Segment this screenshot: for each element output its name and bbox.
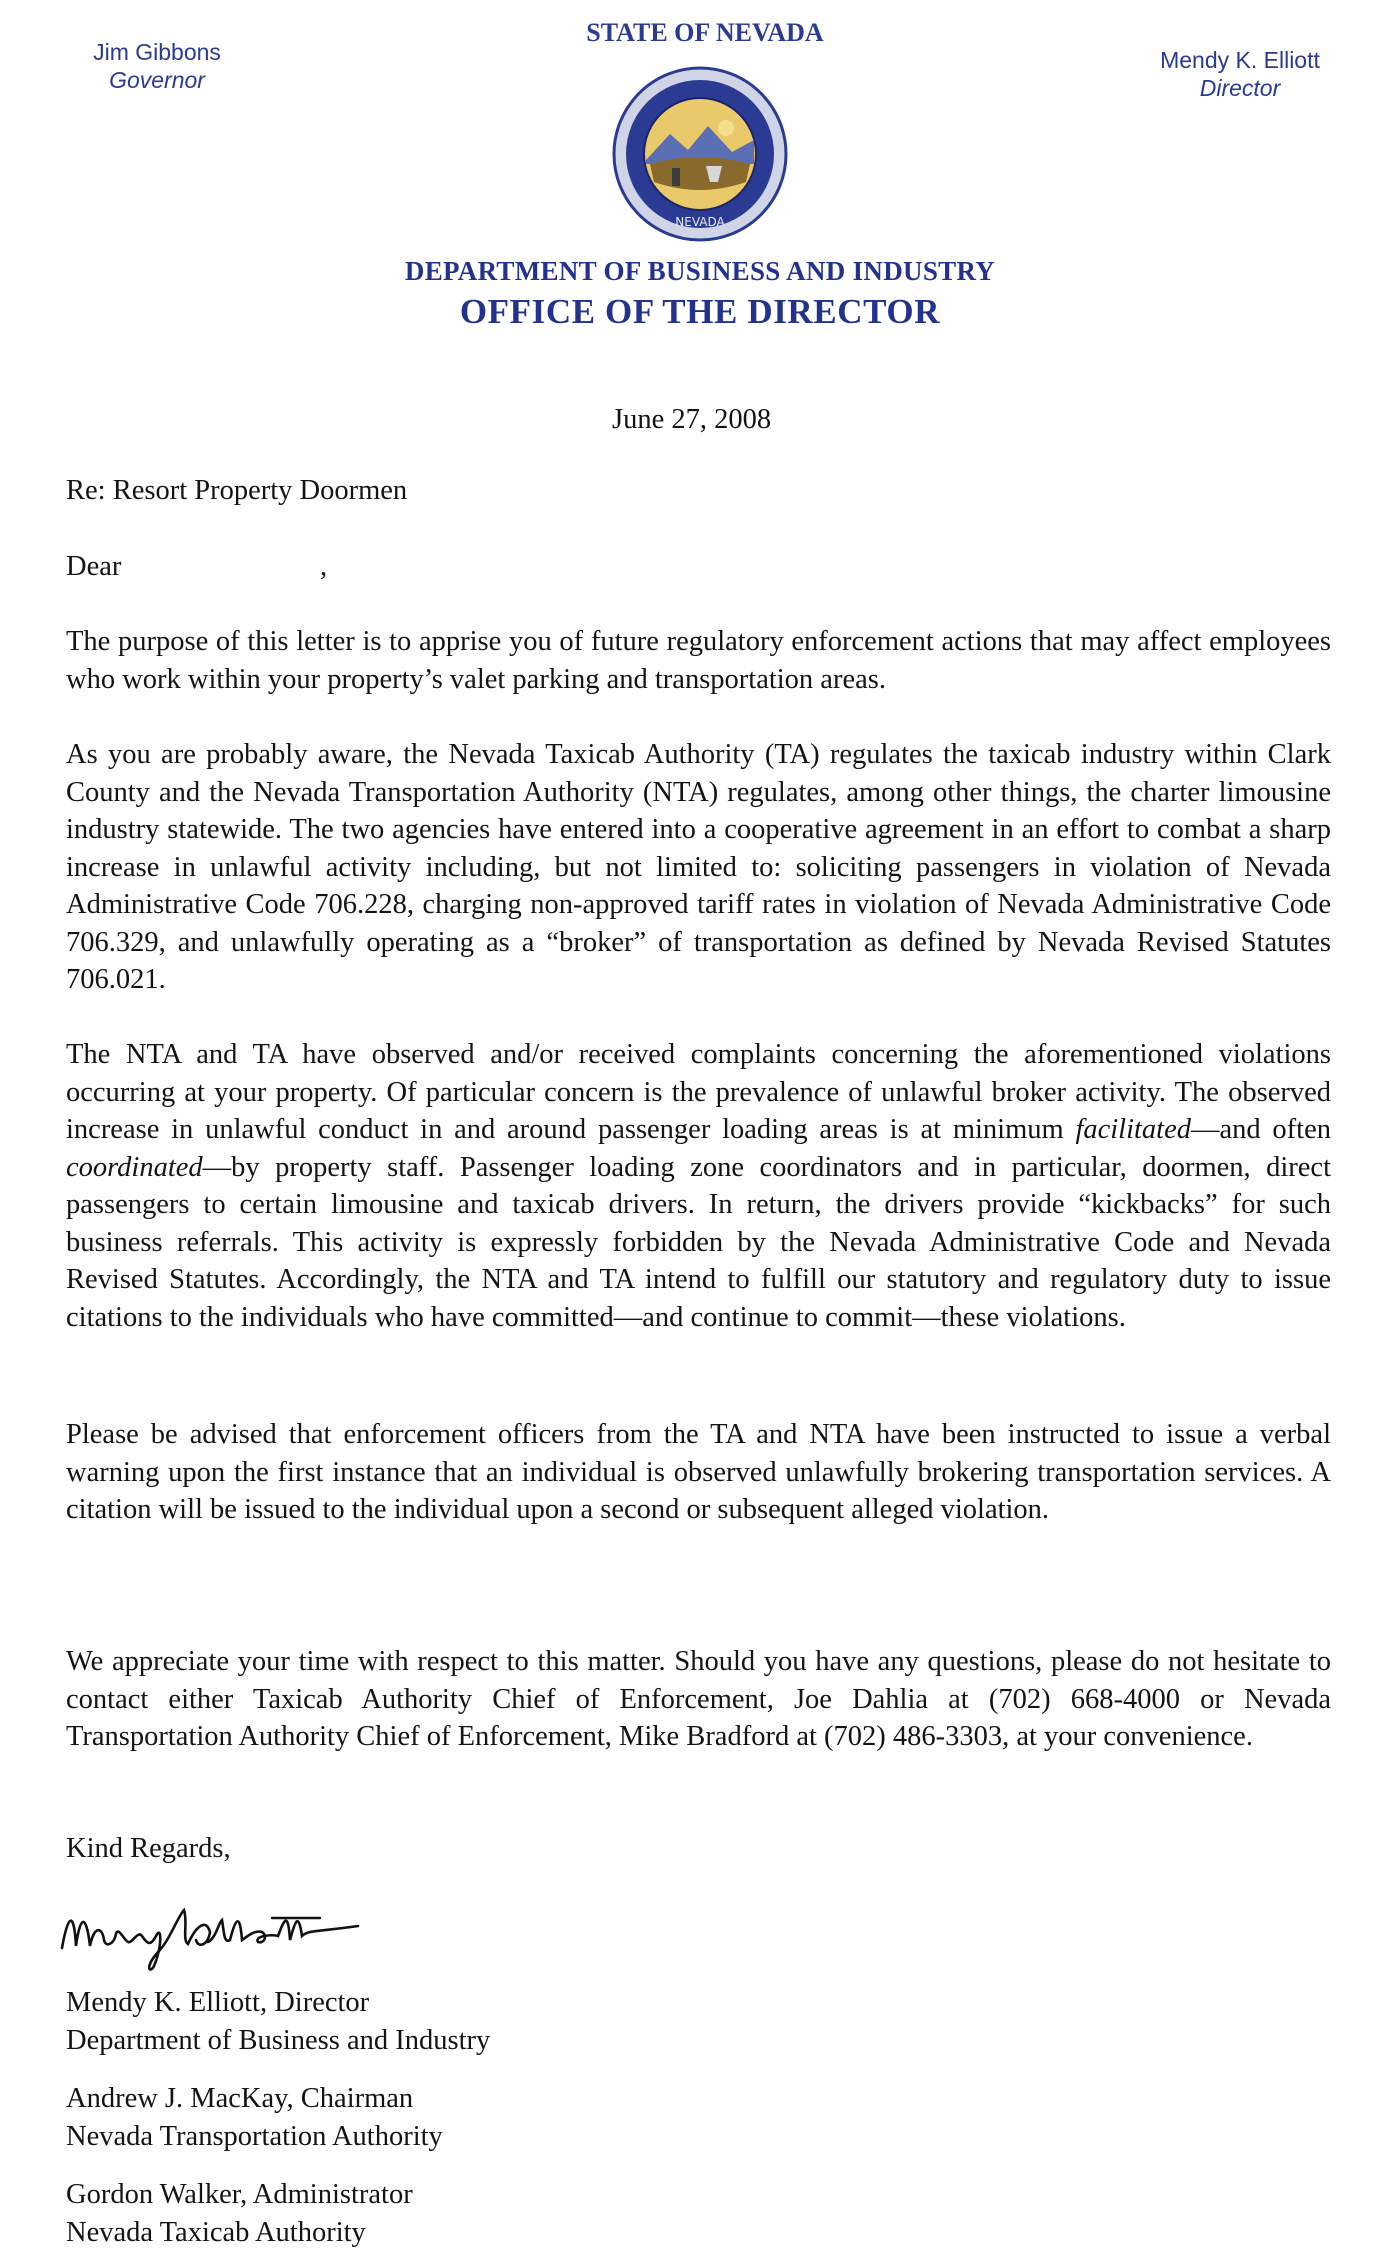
office-heading: OFFICE OF THE DIRECTOR [459, 292, 941, 331]
paragraph-background: As you are probably aware, the Nevada Taxicab Authority (TA) regulates the taxicab industry within Clark County and the Nevada Transportation Authority (NTA) regulates, among other things, the charter limousine industry statewide. The two agencies have entered into a cooperative agreement in an effort to combat a sharp increase in unlawful activity including, but not limited to: soliciting passengers in violation of Nevada Administrative Code 706.228, charging non-approved tariff rates in violation of Nevada Administrative Code 706.329, and unlawfully operating as a “broker” of transportation as defined by Nevada Revised Statutes 706.021. [66, 739, 1331, 995]
signatory-1 [66, 1984, 1331, 2059]
salutation-comma: , [320, 551, 328, 582]
signatory-3-org: Nevada Taxicab Authority [66, 2216, 366, 2248]
governor-name: Jim Gibbons [93, 39, 221, 65]
signatory-3-name: Gordon Walker, Administrator [66, 2179, 413, 2210]
governor-title: Governor [109, 67, 205, 93]
closing: Kind Regards, [66, 1833, 231, 1864]
director-title: Director [1199, 75, 1281, 101]
state-seal [610, 64, 790, 244]
paragraph-observations [66, 1036, 1331, 1336]
salutation-text: Dear [66, 551, 122, 582]
paragraph-enforcement: Please be advised that enforcement officers from the TA and NTA have been instructed to issue a verbal warning upon the first instance that an individual is observed unlawfully brokering transportation services. A citation will be issued to the individual upon a second or subsequent alleged violation. [66, 1419, 1331, 1525]
emphasis-coordinated: coordinated [66, 1151, 203, 1183]
observations-text-c: —by property staff. Passenger loading zone coordinators and in particular, doormen, direct passengers to certain limousine and taxicab drivers. In return, the drivers provide “kickbacks” for such business referrals. This activity is expressly forbidden by the Nevada Administrative Code and Nevada Revised Statutes. Accordingly, the NTA and TA intend to fulfill our statutory and regulatory duty to issue citations to the individuals who have committed—and continue to commit—these violations. [66, 1151, 1331, 1333]
handwritten-signature [58, 1896, 388, 1976]
governor-block [72, 38, 242, 94]
signatory-1-name: Mendy K. Elliott, Director [66, 1987, 370, 2018]
emphasis-facilitated: facilitated [1075, 1114, 1191, 1145]
seal-label: NEVADA [675, 215, 725, 229]
re-line: Re: Resort Property Doormen [66, 475, 408, 506]
department-heading: DEPARTMENT OF BUSINESS AND INDUSTRY [404, 256, 996, 286]
paragraph-purpose: The purpose of this letter is to apprise you of future regulatory enforcement actions that may affect employees who work within your property’s valet parking and transportation areas. [66, 626, 1331, 695]
director-name: Mendy K. Elliott [1160, 47, 1320, 73]
observations-text-a: The NTA and TA have observed and/or received complaints concerning the aforementioned violations occurring at your property. Of particular concern is the prevalence of unlawful broker activity. The observed increase in unlawful conduct in and around passenger loading areas is at minimum [66, 1039, 1331, 1145]
letter-date: June 27, 2008 [612, 404, 772, 435]
salutation [66, 548, 1331, 586]
signatory-1-org: Department of Business and Industry [66, 2024, 491, 2056]
observations-text-b: —and often [1191, 1114, 1331, 1145]
signatory-2 [66, 2080, 1331, 2155]
director-block [1150, 46, 1330, 102]
paragraph-contact: We appreciate your time with respect to this matter. Should you have any questions, please do not hesitate to contact either Taxicab Authority Chief of Enforcement, Joe Dahlia at (702) 668-4000 or Nevada Transportation Authority Chief of Enforcement, Mike Bradford at (702) 486-3303, at your convenience. [66, 1646, 1331, 1752]
state-heading: STATE OF NEVADA [586, 18, 824, 47]
signatory-3 [66, 2176, 1331, 2251]
signatory-2-name: Andrew J. MacKay, Chairman [66, 2083, 414, 2114]
signatory-2-org: Nevada Transportation Authority [66, 2120, 443, 2152]
